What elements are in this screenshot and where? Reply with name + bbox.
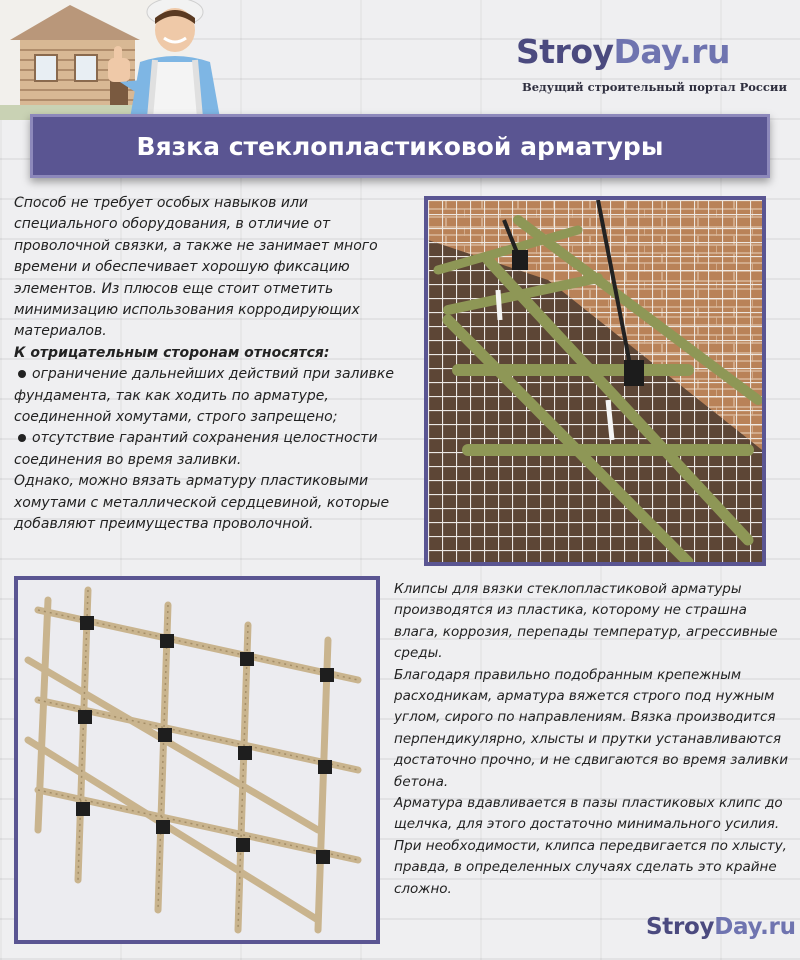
footer-brand-logo[interactable]: [646, 914, 796, 940]
worker-illustration: [100, 0, 250, 118]
cons-item-text: отсутствие гарантий сохранения целостности соединения во время заливки.: [14, 430, 378, 468]
bullet-icon: [18, 434, 26, 442]
cons-heading: К отрицательным сторонам относятся:: [14, 344, 330, 361]
rebar-cage-illustration: [18, 580, 376, 940]
bullet-icon: [18, 370, 26, 378]
brand-logo[interactable]: [516, 32, 730, 71]
intro-paragraph: Способ не требует особых навыков или специального оборудования, в отличие от проволочной связки, а также не занимает много времени и обеспечивает хорошую фиксацию элементов. Из плюсов еще стоит отметить минимизацию использования корродирующих материалов.: [14, 195, 378, 340]
clips-text-block: [394, 579, 790, 900]
page-title: Вязка стеклопластиковой арматуры: [136, 131, 664, 161]
cons-item-text: ограничение дальнейших действий при заливке фундамента, так как ходить по арматуре, соединенной хомутами, строго запрещено;: [14, 366, 394, 426]
rebar-ties-illustration: [428, 200, 762, 562]
title-banner: [30, 114, 770, 178]
brand-logo-part1: Stroy: [516, 32, 614, 71]
footer-brand-part2: Day.ru: [714, 914, 796, 940]
rebar-cage-photo: [14, 576, 380, 944]
clips-paragraph: Арматура вдавливается в пазы пластиковых клипс до щелчка, для этого достаточно минимального усилия. При необходимости, клипса передвигается по хлысту, правда, в определенных случаях сделать это крайне сложно.: [394, 795, 787, 897]
footer-brand-part1: Stroy: [646, 914, 715, 940]
brand-logo-part2: Day.ru: [613, 32, 730, 71]
clips-paragraph: Клипсы для вязки стеклопластиковой арматуры производятся из пластика, которому не страшна влага, коррозия, перепады температур, агрессивные среды.: [394, 581, 778, 662]
outro-paragraph: Однако, можно вязать арматуру пластиковыми хомутами с металлической сердцевиной, которые добавляют преимущества проволочной.: [14, 473, 390, 533]
clips-paragraph: Благодаря правильно подобранным крепежным расходникам, арматура вяжется строго под нужным углом, сирого по направлениям. Вязка производится перпендикулярно, хлысты и прутки устанавливаются достаточно прочно, и не сдвигаются во время заливки бетона.: [394, 666, 789, 790]
header: [0, 0, 800, 128]
brand-tagline: Ведущий строительный портал России: [522, 80, 787, 94]
rebar-ties-photo: [424, 196, 766, 566]
cons-item: [14, 428, 414, 471]
intro-text-block: [14, 193, 414, 536]
cons-item: [14, 364, 414, 428]
